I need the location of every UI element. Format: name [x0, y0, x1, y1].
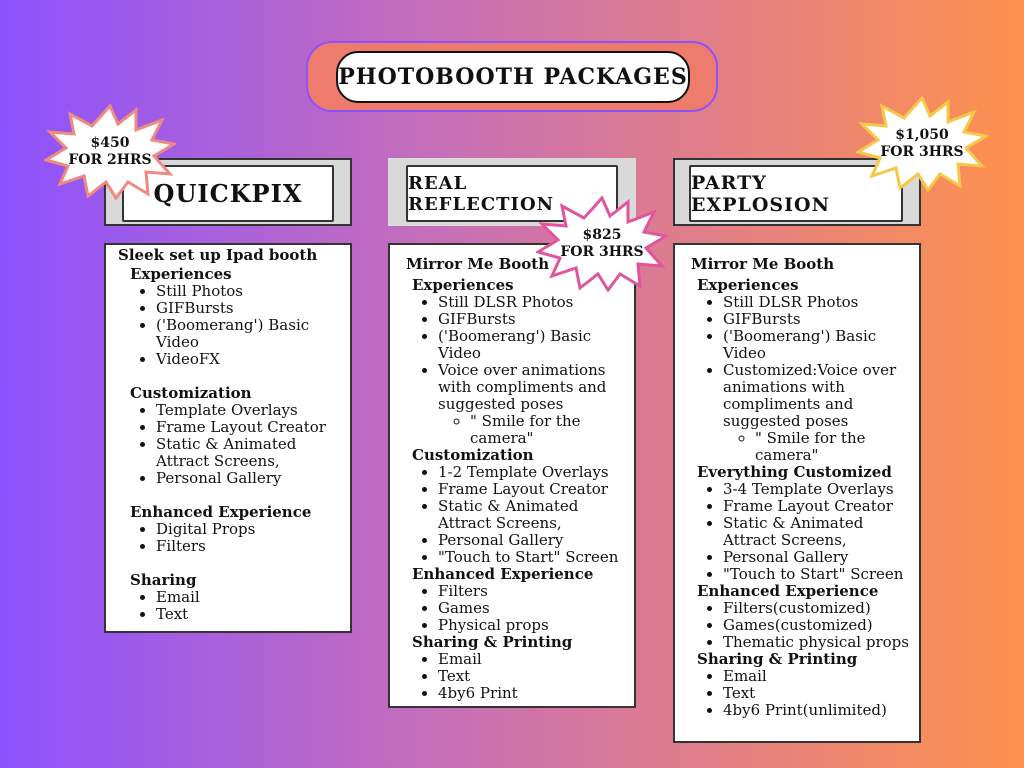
list-item: • 4by6 Print(unlimited)	[723, 702, 919, 719]
list-item: • Voice over animations with compliments and suggested poses	[438, 362, 634, 413]
duration: FOR 3HRS	[560, 244, 644, 260]
package-card-party-explosion	[673, 243, 921, 743]
list-item: • Text	[156, 606, 350, 623]
package-subtitle: Mirror Me Booth	[691, 255, 835, 273]
list-item: • 1-2 Template Overlays	[438, 464, 634, 481]
list-item: • 3-4 Template Overlays	[723, 481, 919, 498]
section-heading: Enhanced Experience	[412, 565, 594, 583]
list-item: • Still DLSR Photos	[438, 294, 634, 311]
section-heading: Sharing & Printing	[697, 650, 858, 668]
section-heading: Everything Customized	[697, 463, 892, 481]
list-item: • ('Boomerang') Basic Video	[156, 317, 350, 351]
list-item: • Text	[723, 685, 919, 702]
list-item: • Static & Animated Attract Screens,	[156, 436, 350, 470]
section-heading: Experiences	[697, 276, 799, 294]
list-item: • Filters(customized)	[723, 600, 919, 617]
list-item: • Thematic physical props	[723, 634, 919, 651]
section-customization	[130, 385, 350, 487]
price: $825	[582, 227, 622, 243]
list-item: • ('Boomerang') Basic Video	[723, 328, 919, 362]
list-item: • Digital Props	[156, 521, 350, 538]
package-name: QUICKPIX	[122, 165, 334, 222]
list-item: • Physical props	[438, 617, 634, 634]
package-subtitle: Mirror Me Booth	[406, 255, 550, 273]
section-sharing-printing	[697, 651, 919, 719]
section-heading: Enhanced Experience	[130, 503, 312, 521]
package-name: REAL REFLECTION	[406, 165, 618, 222]
list-item: • VideoFX	[156, 351, 350, 368]
duration: FOR 2HRS	[68, 152, 152, 168]
sub-list-item: ◦ " Smile for the camera"	[755, 430, 919, 464]
section-enhanced-experience	[412, 566, 634, 634]
sub-list-item: ◦ " Smile for the camera"	[470, 413, 634, 447]
price: $450	[90, 135, 130, 151]
list-item: • Personal Gallery	[438, 532, 634, 549]
price-burst-real-reflection	[536, 196, 668, 292]
section-experiences	[412, 277, 634, 447]
list-item: • Frame Layout Creator	[723, 498, 919, 515]
list-item: • "Touch to Start" Screen	[438, 549, 634, 566]
list-item: • Personal Gallery	[156, 470, 350, 487]
package-name: PARTY EXPLOSION	[689, 165, 903, 222]
list-item: • Static & Animated Attract Screens,	[438, 498, 634, 532]
list-item: • Text	[438, 668, 634, 685]
list-item: • GIFBursts	[723, 311, 919, 328]
section-enhanced-experience	[697, 583, 919, 651]
package-card-quickpix	[104, 243, 352, 633]
list-item: • 4by6 Print	[438, 685, 634, 702]
list-item: • GIFBursts	[438, 311, 634, 328]
section-sharing	[130, 572, 350, 623]
list-item: • "Touch to Start" Screen	[723, 566, 919, 583]
section-enhanced-experience	[130, 504, 350, 555]
list-item: • Still DLSR Photos	[723, 294, 919, 311]
list-item: • Personal Gallery	[723, 549, 919, 566]
price-burst-quickpix	[44, 104, 176, 200]
list-item: • Static & Animated Attract Screens,	[723, 515, 919, 549]
section-customization	[412, 447, 634, 566]
section-experiences	[130, 266, 350, 368]
list-item: • ('Boomerang') Basic Video	[438, 328, 634, 362]
section-heading: Experiences	[412, 276, 514, 294]
package-card-real-reflection	[388, 243, 636, 708]
list-item: • Frame Layout Creator	[156, 419, 350, 436]
title-banner	[306, 41, 718, 112]
package-subtitle: Sleek set up Ipad booth	[118, 246, 318, 264]
price-burst-party-explosion	[856, 96, 988, 192]
page-title: PHOTOBOOTH PACKAGES	[336, 51, 690, 103]
list-item: • Still Photos	[156, 283, 350, 300]
duration: FOR 3HRS	[880, 144, 964, 160]
list-item: • Filters	[438, 583, 634, 600]
section-experiences	[697, 277, 919, 464]
section-heading: Sharing & Printing	[412, 633, 573, 651]
section-heading: Enhanced Experience	[697, 582, 879, 600]
list-item: • Customized:Voice over animations with compliments and suggested poses	[723, 362, 919, 430]
list-item: • Games(customized)	[723, 617, 919, 634]
section-everything-customized	[697, 464, 919, 583]
list-item: • Games	[438, 600, 634, 617]
list-item: • GIFBursts	[156, 300, 350, 317]
section-sharing-printing	[412, 634, 634, 702]
section-heading: Sharing	[130, 571, 197, 589]
price: $1,050	[895, 127, 949, 143]
list-item: • Frame Layout Creator	[438, 481, 634, 498]
section-heading: Customization	[130, 384, 252, 402]
list-item: • Email	[156, 589, 350, 606]
list-item: • Email	[438, 651, 634, 668]
section-heading: Customization	[412, 446, 534, 464]
list-item: • Filters	[156, 538, 350, 555]
section-heading: Experiences	[130, 265, 232, 283]
list-item: • Email	[723, 668, 919, 685]
list-item: • Template Overlays	[156, 402, 350, 419]
